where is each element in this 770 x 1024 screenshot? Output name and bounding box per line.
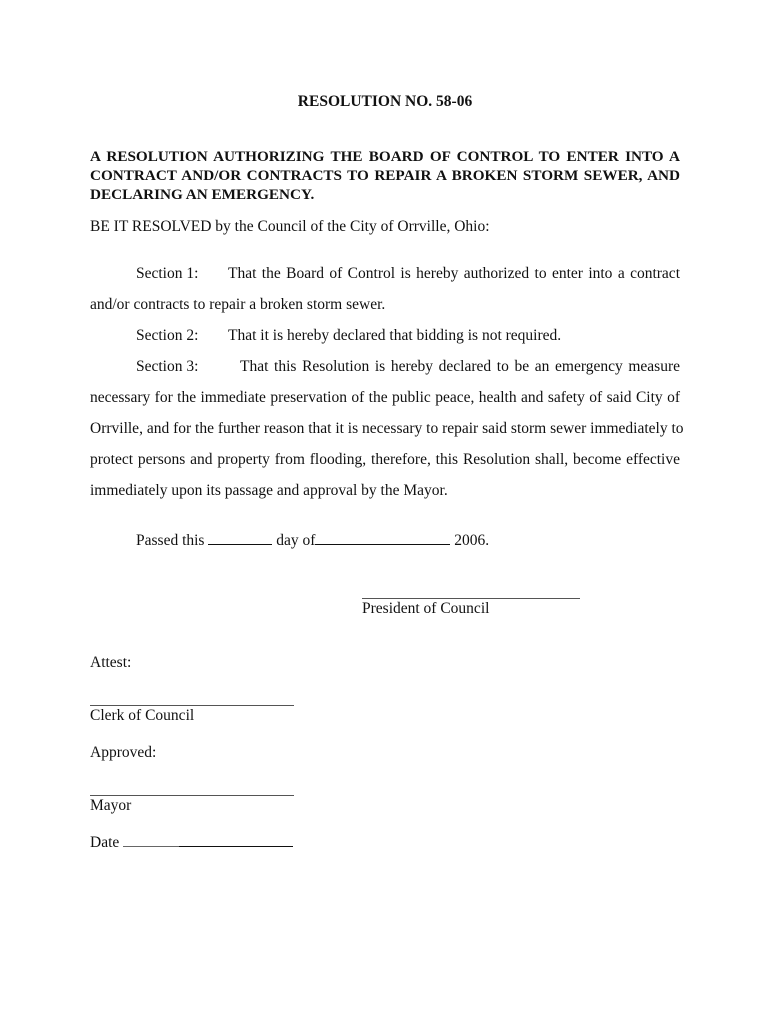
- passed-prefix: Passed this: [136, 532, 205, 549]
- section-3-text-line-5: immediately upon its passage and approval by the Mayor.: [90, 482, 448, 499]
- passed-day-blank[interactable]: [208, 531, 272, 545]
- section-3-text-line-2: necessary for the immediate preservation of the public peace, health and safety of said City of: [90, 389, 680, 406]
- date-label: Date: [90, 834, 120, 851]
- passed-year: 2006.: [454, 532, 490, 549]
- passed-month-blank[interactable]: [315, 531, 450, 545]
- resolution-title: RESOLUTION NO. 58-06: [297, 93, 473, 110]
- mayor-label: Mayor: [90, 797, 132, 814]
- heading-line-2: CONTRACT AND/OR CONTRACTS TO REPAIR A BROKEN STORM SEWER, AND: [90, 167, 680, 184]
- passed-line: [136, 531, 489, 550]
- section-1-text-line-2: and/or contracts to repair a broken storm sewer.: [90, 296, 386, 313]
- attest-label: Attest:: [90, 654, 132, 671]
- section-3-label: Section 3:: [136, 358, 199, 375]
- section-3-text-line-4: protect persons and property from flooding, therefore, this Resolution shall, become effective: [90, 451, 680, 468]
- clerk-label: Clerk of Council: [90, 707, 195, 724]
- section-1-text-line-1: That the Board of Control is hereby authorized to enter into a contract: [228, 265, 680, 282]
- president-signature-line[interactable]: [362, 598, 580, 599]
- section-1-label: Section 1:: [136, 265, 199, 282]
- passed-middle: day of: [276, 532, 316, 549]
- date-line: [90, 833, 293, 852]
- resolution-heading: [90, 147, 680, 204]
- date-blank-2[interactable]: [179, 833, 293, 847]
- president-label: President of Council: [362, 600, 490, 617]
- section-2-text: That it is hereby declared that bidding is not required.: [228, 327, 562, 344]
- heading-line-1: A RESOLUTION AUTHORIZING THE BOARD OF CONTROL TO ENTER INTO A: [90, 148, 680, 165]
- section-3-text-line-1: That this Resolution is hereby declared to be an emergency measure: [240, 358, 680, 375]
- section-3-text-line-3: Orrville, and for the further reason that it is necessary to repair said storm sewer immediately to: [90, 420, 684, 437]
- heading-line-3: DECLARING AN EMERGENCY.: [90, 186, 315, 203]
- mayor-signature-line[interactable]: [90, 795, 294, 796]
- section-2-label: Section 2:: [136, 327, 199, 344]
- approved-label: Approved:: [90, 744, 157, 761]
- resolved-clause: BE IT RESOLVED by the Council of the City of Orrville, Ohio:: [90, 218, 490, 235]
- clerk-signature-line[interactable]: [90, 705, 294, 706]
- date-blank-1[interactable]: [123, 833, 179, 847]
